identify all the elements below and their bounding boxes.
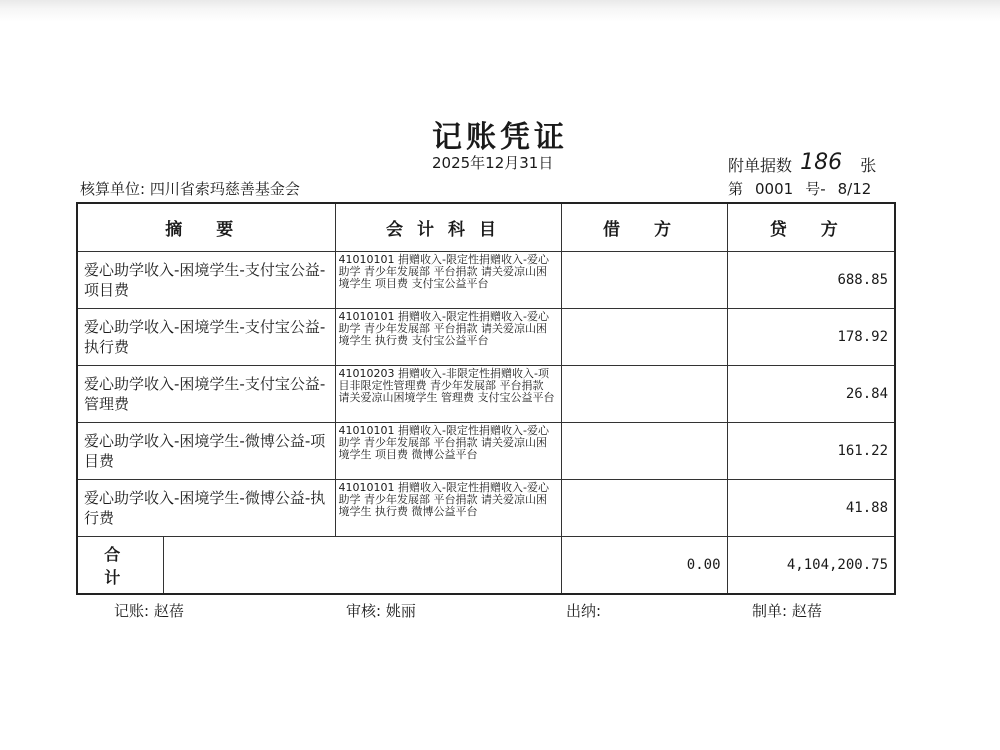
entry-credit: 178.92 — [727, 309, 895, 366]
signature-bookkeeper: 记账: 赵蓓 — [114, 602, 184, 620]
entry-debit — [561, 480, 727, 537]
entry-credit: 161.22 — [727, 423, 895, 480]
total-row — [77, 537, 895, 595]
entry-summary: 爱心助学收入-困境学生-支付宝公益-项目费 — [77, 252, 335, 309]
entry-credit: 688.85 — [727, 252, 895, 309]
accounting-unit-label: 核算单位: — [80, 180, 146, 198]
entry-account: 41010101 捐赠收入-限定性捐赠收入-爱心助学 青少年发展部 平台捐款 请关爱凉山困境学生 项目费 微博公益平台 — [335, 423, 561, 480]
table-row — [77, 366, 895, 423]
attachment-count-value: 186 — [800, 150, 843, 175]
voucher-title: 记账凭证 — [432, 120, 568, 155]
entry-account: 41010101 捐赠收入-限定性捐赠收入-爱心助学 青少年发展部 平台捐款 请关爱凉山困境学生 执行费 支付宝公益平台 — [335, 309, 561, 366]
entry-debit — [561, 252, 727, 309]
voucher-table — [76, 202, 896, 595]
table-row — [77, 423, 895, 480]
entry-summary: 爱心助学收入-困境学生-微博公益-项目费 — [77, 423, 335, 480]
voucher-number — [728, 178, 883, 199]
entry-debit — [561, 366, 727, 423]
table-row — [77, 309, 895, 366]
attachment-label: 附单据数 — [728, 156, 793, 175]
voucher-number-prefix: 第 — [728, 180, 744, 198]
table-row — [77, 252, 895, 309]
entry-summary: 爱心助学收入-困境学生-支付宝公益-执行费 — [77, 309, 335, 366]
entry-account: 41010101 捐赠收入-限定性捐赠收入-爱心助学 青少年发展部 平台捐款 请关爱凉山困境学生 执行费 微博公益平台 — [335, 480, 561, 537]
header-summary: 摘 要 — [77, 203, 335, 252]
total-label: 合 计 — [77, 537, 163, 595]
entry-summary: 爱心助学收入-困境学生-支付宝公益-管理费 — [77, 366, 335, 423]
accounting-unit — [80, 178, 300, 199]
attachment-count — [728, 152, 876, 177]
entry-credit: 26.84 — [727, 366, 895, 423]
paper-edge — [0, 0, 1000, 22]
voucher-page: 8/12 — [837, 180, 872, 198]
header-account: 会计科目 — [335, 203, 561, 252]
signature-preparer: 制单: 赵蓓 — [752, 602, 822, 620]
signature-reviewer: 审核: 姚丽 — [346, 602, 416, 620]
voucher-number-value: 0001 — [755, 180, 794, 198]
entry-credit: 41.88 — [727, 480, 895, 537]
entry-account: 41010101 捐赠收入-限定性捐赠收入-爱心助学 青少年发展部 平台捐款 请关爱凉山困境学生 项目费 支付宝公益平台 — [335, 252, 561, 309]
accounting-unit-name: 四川省索玛慈善基金会 — [149, 180, 300, 198]
table-row — [77, 480, 895, 537]
entry-debit — [561, 423, 727, 480]
entry-summary: 爱心助学收入-困境学生-微博公益-执行费 — [77, 480, 335, 537]
header-debit: 借 方 — [561, 203, 727, 252]
total-blank — [163, 537, 561, 595]
total-credit: 4,104,200.75 — [727, 537, 895, 595]
table-header-row — [77, 203, 895, 252]
total-debit: 0.00 — [561, 537, 727, 595]
attachment-unit: 张 — [860, 156, 877, 175]
voucher-number-suffix: 号- — [805, 180, 826, 198]
entry-account: 41010203 捐赠收入-非限定性捐赠收入-项目非限定性管理费 青少年发展部 平台捐款 请关爱凉山困境学生 管理费 支付宝公益平台 — [335, 366, 561, 423]
header-credit: 贷 方 — [727, 203, 895, 252]
voucher-date: 2025年12月31日 — [432, 154, 554, 172]
signature-cashier: 出纳: — [566, 602, 602, 620]
entry-debit — [561, 309, 727, 366]
